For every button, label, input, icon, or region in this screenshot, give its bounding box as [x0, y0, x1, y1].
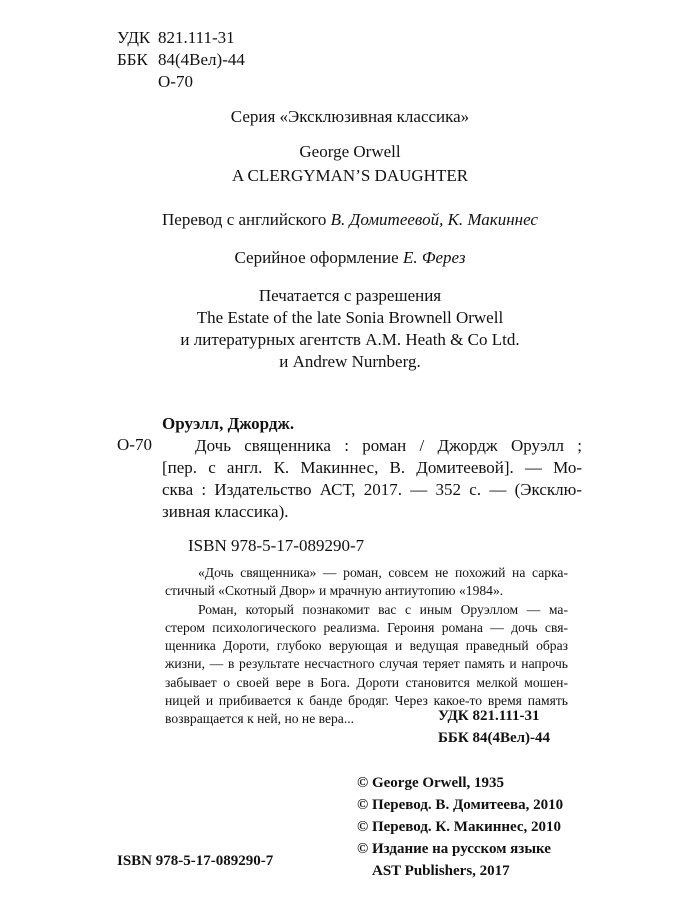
bbk-value: 84(4Вел)-44 — [158, 50, 245, 69]
permission-line: и Andrew Nurnberg. — [279, 352, 421, 371]
copyright-line: AST Publishers, 2017 — [372, 863, 510, 879]
copyright-line: © Издание на русском языке — [357, 841, 551, 857]
bibliographic-line: [пер. с англ. К. Макиннес, В. Домитеевой]. — Мо- — [162, 458, 582, 477]
udk-label: УДК — [117, 28, 151, 47]
abstract-line: стичный «Скотный Двор» и мрачную антиутопию «1984». — [165, 583, 504, 599]
abstract-line: Роман, который познакомит вас с иным Оруэллом — ма- — [198, 601, 568, 617]
copyright-line: © Перевод. В. Домитеева, 2010 — [357, 797, 564, 813]
abstract-line: жизни, — в результате несчастного случая теряет память и напрочь — [165, 656, 568, 672]
designer-name: Е. Ферез — [402, 248, 466, 267]
bibliographic-line: сква : Издательство АСТ, 2017. — 352 с. — (Эксклю- — [162, 480, 582, 499]
original-title: A CLERGYMAN’S DAUGHTER — [231, 166, 469, 185]
copyright-line: © George Orwell, 1935 — [357, 775, 504, 791]
abstract-line: стером психологического реализма. Героиня романа — дочь свя- — [165, 619, 568, 635]
translation-prefix: Перевод с английского — [162, 210, 331, 229]
author-mark: О-70 — [158, 72, 193, 91]
abstract — [165, 564, 568, 729]
abstract-line: «Дочь священника» — роман, совсем не похожий на сарка- — [198, 565, 568, 580]
permission-line: Печатается с разрешения — [258, 286, 442, 305]
bibliographic-record — [162, 413, 582, 557]
translation-credit — [0, 210, 700, 230]
design-prefix: Серийное оформление — [234, 248, 403, 267]
udk-value: 821.111-31 — [158, 28, 235, 47]
original-author: George Orwell — [299, 142, 401, 161]
design-credit — [0, 248, 700, 268]
classification-udk: УДК 821.111-31 — [438, 708, 540, 724]
bibliographic-heading: Оруэлл, Джордж. — [162, 414, 295, 433]
bibliographic-line: зивная классика). — [162, 502, 289, 521]
series: Серия «Эксклюзивная классика» — [230, 107, 470, 126]
copyright-line: © Перевод. К. Макиннес, 2010 — [357, 819, 562, 835]
abstract-line: ницей и прибивается к банде бродяг. Через какое-то время память — [165, 693, 568, 709]
footer-isbn: ISBN 978-5-17-089290-7 — [117, 853, 274, 869]
abstract-line: возвращается к ней, но не вера... — [165, 711, 355, 727]
abstract-line: забывает о своей вере в Бога. Дороти становится мелкой мошен- — [165, 674, 568, 690]
translator-names: В. Домитеевой, К. Макиннес — [330, 210, 538, 229]
bibliographic-isbn: ISBN 978-5-17-089290-7 — [188, 536, 365, 555]
bibliographic-line: Дочь священника : роман / Джордж Оруэлл ; — [195, 436, 582, 455]
abstract-line: щенника Дороти, глубоко верующая и ведущая праведный образ — [165, 638, 568, 654]
classification-bbk: ББК 84(4Вел)-44 — [438, 730, 551, 746]
bbk-label: ББК — [117, 50, 148, 69]
permission-line: и литературных агентств A.M. Heath & Co Ltd. — [180, 330, 520, 349]
permission-line: The Estate of the late Sonia Brownell Orwell — [196, 308, 504, 327]
bibliographic-mark: О-70 — [117, 435, 152, 454]
